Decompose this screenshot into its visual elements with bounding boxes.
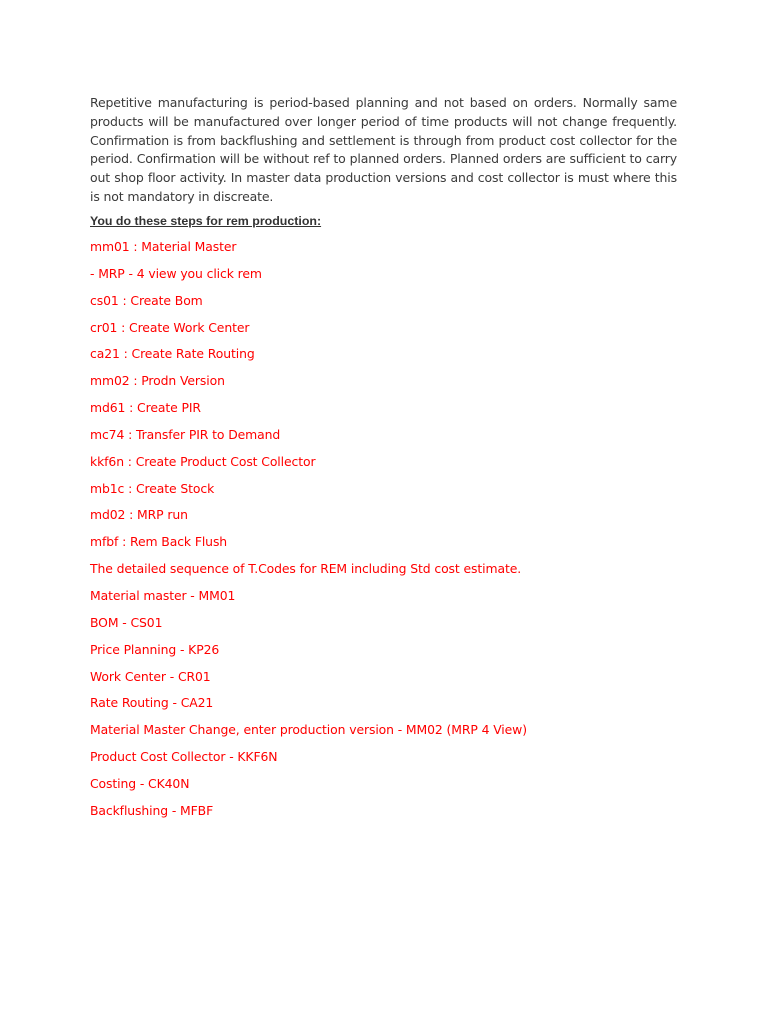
step-item: mc74 : Transfer PIR to Demand [90, 426, 281, 442]
step-item: mfbf : Rem Back Flush [90, 534, 228, 550]
step-item: md61 : Create PIR [90, 400, 201, 416]
step-item: Backflushing - MFBF [90, 802, 214, 818]
step-item: Rate Routing - CA21 [90, 695, 214, 711]
step-item: Material Master Change, enter production version - MM02 (MRP 4 View) [90, 722, 527, 738]
step-item: mm01 : Material Master [90, 239, 237, 254]
step-item: - MRP - 4 view you click rem [90, 265, 262, 281]
step-item: ca21 : Create Rate Routing [90, 346, 255, 362]
steps-list [90, 237, 527, 828]
step-item: BOM - CS01 [90, 614, 163, 630]
step-item: Product Cost Collector - KKF6N [90, 749, 278, 765]
step-item: mb1c : Create Stock [90, 480, 215, 496]
step-item: Costing - CK40N [90, 775, 190, 791]
step-item: kkf6n : Create Product Cost Collector [90, 453, 316, 469]
step-item: cs01 : Create Bom [90, 292, 203, 308]
intro-paragraph: Repetitive manufacturing is period-based planning and not based on orders. Normally same products will be manufactured over longer period of time products will not change frequently. Confirmation is from backflushing and settlement is through from product cost collector for the period. Confirmation will be without ref to planned orders. Planned orders are sufficient to carry out shop floor activity. In master data production versions and cost collector is must where this is not mandatory in discreate. [90, 95, 677, 204]
step-item: md02 : MRP run [90, 507, 188, 523]
step-item: Material master - MM01 [90, 587, 236, 603]
steps-heading: You do these steps for rem production: [90, 214, 322, 228]
step-item: mm02 : Prodn Version [90, 373, 225, 389]
step-item: cr01 : Create Work Center [90, 319, 250, 335]
step-item: The detailed sequence of T.Codes for REM including Std cost estimate. [90, 561, 522, 577]
step-item: Price Planning - KP26 [90, 641, 220, 657]
step-item: Work Center - CR01 [90, 668, 211, 684]
